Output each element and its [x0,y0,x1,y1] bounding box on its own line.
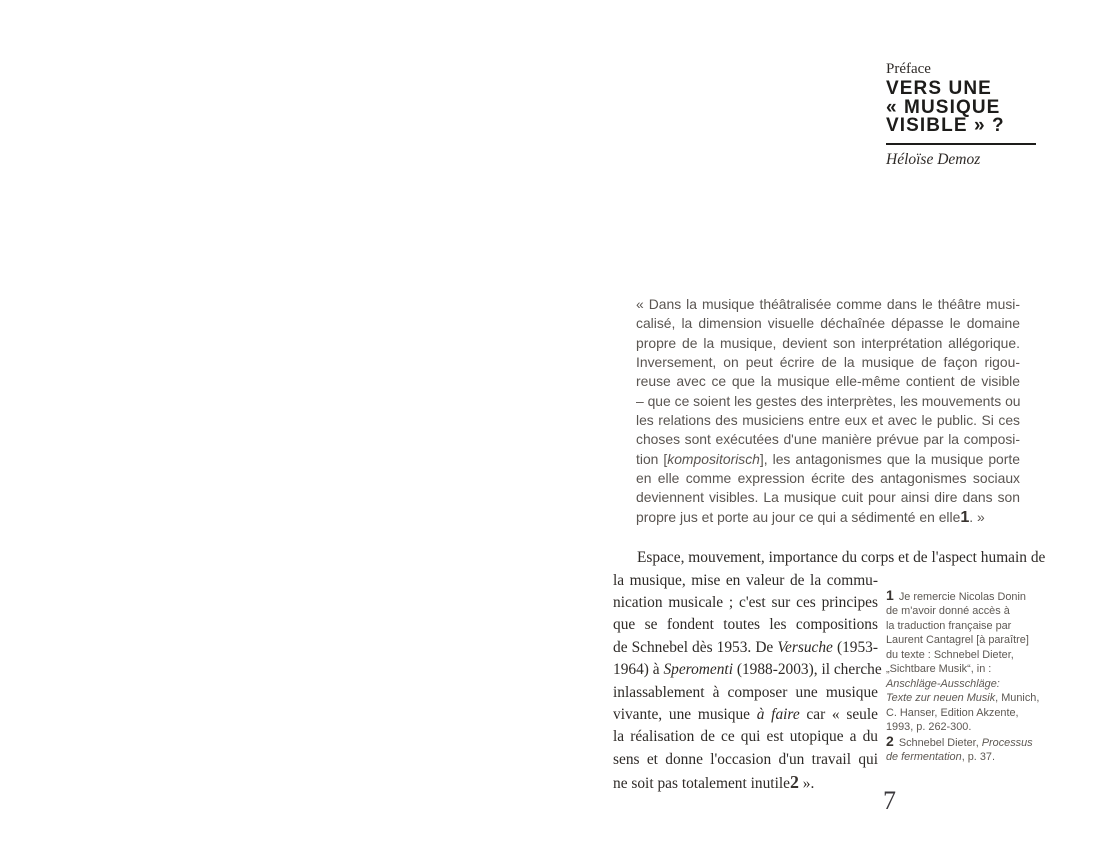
text-line: Inversement, on peut écrire de la musique de façon rigou- [636,354,1020,371]
text-line: – que ce soient les gestes des interprètes, les mouvements ou [636,392,1021,409]
footnote-1 [886,588,1040,735]
text-line: ne soit pas totalement inutile2 ». [613,772,815,793]
text-line: propre jus et porte au jour ce qui a sédimenté en elle1. » [636,507,985,526]
text-line: Texte zur neuen Musik, Munich, [886,692,1040,705]
text-line: la musique, mise en valeur de la commu- [613,571,878,589]
body-paragraph-first-line [613,547,1045,569]
text-line: que se fondent toutes les compositions [613,616,878,634]
text-line: du texte : Schnebel Dieter, [886,648,1014,661]
title-rule [886,143,1036,145]
page-number: 7 [883,786,896,815]
text-line: propre de la musique, devient son interprétation allégorique. [636,334,1020,351]
text-line: reuse avec ce que la musique elle-même contient de visible [636,373,1020,390]
text-line: deviennent visibles. La musique cuit pour ainsi dire dans son [636,489,1020,506]
text-line: la traduction française par [886,619,1012,632]
text-line: sens et donne l'occasion d'un travail qui [613,750,878,768]
text-line: Anschläge-Ausschläge: [886,677,1000,690]
text-line: de m'avoir donné accès à [886,605,1010,618]
text-line: tion [kompositorisch], les antagonismes que la musique porte [636,450,1020,467]
text-line: inlassablement à composer une musique [613,683,878,701]
text-line: 2 Schnebel Dieter, Processus [886,733,1033,749]
text-line: de fermentation, p. 37. [886,751,995,764]
text-line: VERS UNE [886,78,992,99]
text-line: calisé, la dimension visuelle déchaînée dépasse le domaine [636,315,1020,332]
text-line: „Sichtbare Musik“, in : [886,663,992,676]
text-line: vivante, une musique à faire car « seule [613,705,878,723]
text-line: en elle comme expression écrite des antagonismes sociaux [636,470,1020,487]
footnote-2 [886,734,1040,765]
text-line: 1 Je remercie Nicolas Donin [886,587,1026,603]
text-line: de Schnebel dès 1953. De Versuche (1953- [613,638,878,656]
text-line: VISIBLE » ? [886,115,1005,137]
text-line: Laurent Cantagrel [à paraître] [886,634,1029,647]
text-line: C. Hanser, Edition Akzente, [886,706,1019,719]
section-kicker: Préface [886,61,931,77]
text-line: 1964) à Speromenti (1988-2003), il cherche [613,661,882,679]
chapter-header [886,60,1056,169]
author-name: Héloïse Demoz [886,150,981,168]
text-line: nication musicale ; c'est sur ces principes [613,593,878,611]
text-line: Espace, mouvement, importance du corps et de l'aspect humain de [637,549,1046,566]
text-line: choses sont exécutées d'une manière prévue par la composi- [636,431,1020,448]
chapter-title [886,80,1056,136]
text-line: les relations des musiciens entre eux et avec le public. Si ces [636,412,1020,429]
body-paragraph [613,570,882,796]
text-line: la réalisation de ce qui est utopique a du [613,728,878,746]
epigraph-quote [636,295,1020,527]
text-line: « MUSIQUE [886,96,1001,118]
text-line: « Dans la musique théâtralisée comme dans le théâtre musi- [636,296,1020,312]
text-line: 1993, p. 262-300. [886,721,972,734]
